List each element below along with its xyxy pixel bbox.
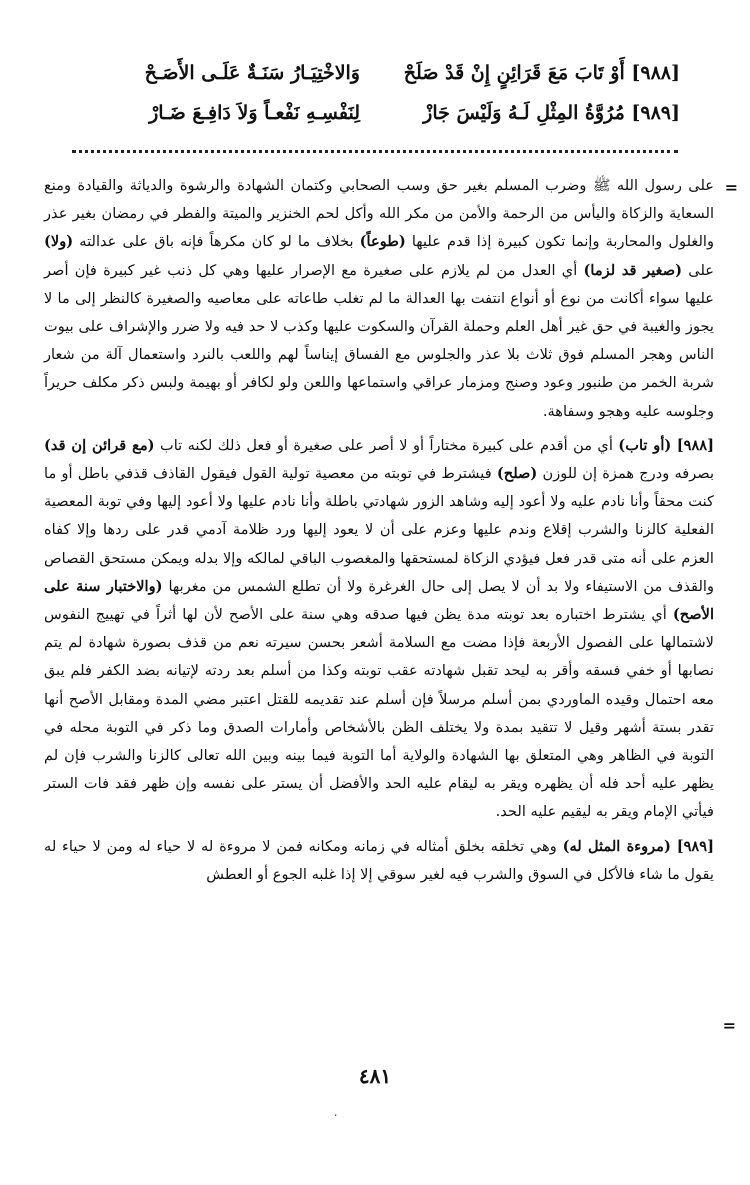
quoted-term: (طوعاً) bbox=[359, 233, 406, 251]
quoted-term: (صلح) bbox=[496, 465, 538, 483]
verse-number: [٩٨٨] bbox=[676, 436, 715, 454]
quoted-term: (مروءة المثل له) bbox=[562, 837, 671, 855]
commentary-text-run: أي العدل من لم يلازم على صغيرة مع الإصرار عليها وهي كل ذنب غير كبيرة فإن أصر عليها سواء أكانت من نوع أو أنواع انتفت بها العدالة ما لم تغلب طاعاته على معاصيه والصغيرة كالنظر إلى ما لا يجوز والغيبة في حق غير أهل العلم وحملة القرآن والسكوت عليها وكذب لا حد فيه ولا ضرر والإشراف على بيوت الناس وهجر المسلم فوق ثلاث بلا عذر والجلوس مع الفساق إيناساً لهم واللعب بالنرد واستعمال آلة من شعار شربة الخمر من طنبور وعود وصنج ومزمار عراقي واستماعها واللعن ولو لكافر أو بهيمة ولبس ذكر مكلف حريراً وجلوسه عليه وهجو وسفاهة. bbox=[44, 261, 714, 420]
commentary-paragraph bbox=[44, 172, 714, 426]
verse-second-hemistich: لِنَفْسِـهِ نَفْعـاً وَلاَ دَافِـعَ ضَـارْ bbox=[149, 102, 360, 124]
commentary-text bbox=[44, 172, 714, 889]
verse-line bbox=[70, 102, 680, 142]
commentary-text-run: أي من أقدم على كبيرة مختاراً أو لا أصر على صغيرة أو فعل ذلك لكنه تاب bbox=[159, 436, 613, 454]
quoted-term: (ولا) bbox=[44, 233, 74, 251]
commentary-text-run: فيشترط في توبته من معصية تولية القول فيقول القاذف قذفي باطل أو ما كنت محقاً وأنا نادم عليه ولا أعود إليه وشاهد الزور شهادتي باطلة وأنا نادم عليها ولا أعود إليها وفي توبة المعصية الفعلية كالزنا والشرب إقلاع وندم عليها وعزم على أن لا يعود إليها ورد ظلامة آدمي قدر على ردها وإلا كفاه العزم على أنه متى قدر فعل فيؤدي الزكاة لمستحقها والمغصوب الباقي لمالكه وإلا بدله ويمكن مستحق القصاص والقذف من الاستيفاء ولا بد أن لا يصل إلى حال الغرغرة ولا أن تطلع الشمس من مغربها bbox=[44, 465, 714, 595]
print-speck: ٠ bbox=[333, 1110, 339, 1121]
quoted-term: (صغير قد لزما) bbox=[583, 261, 683, 279]
verse-first-hemistich: [٩٨٨] أَوْ تَابَ مَعَ قَرَائِنٍ إِنْ قَدْ صَلَحْ bbox=[403, 62, 680, 84]
quoted-term: (مع قرائن إن قد) bbox=[44, 436, 155, 454]
quoted-term: (والاختبار سنة على الأصح) bbox=[44, 577, 715, 624]
verse-number: [٩٨٩] bbox=[676, 837, 715, 855]
commentary-text-run: على رسول الله ﷺ وضرب المسلم بغير حق وسب الصحابي وكتمان الشهادة والرشوة والدياثة والقيادة ومنع السعاية والزكاة واليأس من الرحمة والأمن من مكر الله وأكل لحم الخنزير والميتة والفطر في رمضان بغير عذر والغلول والمحاربة وإنما تكون كبيرة إذا قدم عليها bbox=[44, 177, 714, 251]
commentary-text-run: بخلاف ما لو كان مكرهاً فإنه باق على عدالته bbox=[79, 233, 354, 251]
verse-first-hemistich: [٩٨٩] مُرُوَّةُ المِثْلِ لَـهُ وَلَيْسَ جَازْ bbox=[423, 102, 680, 124]
verse-second-hemistich: وَالاخْتِيَـارُ سَنَـةٌ عَلَـى الأَصَـحْ bbox=[144, 62, 360, 84]
quoted-term: (أو تاب) bbox=[618, 436, 672, 454]
dotted-divider bbox=[72, 150, 678, 153]
page-number: ٤٨١ bbox=[358, 1064, 392, 1088]
commentary-paragraph bbox=[44, 432, 714, 827]
commentary-paragraph bbox=[44, 833, 714, 889]
verse-block bbox=[70, 62, 680, 142]
commentary-text-run: أي يشترط اختباره بعد توبته مدة يظن فيها صدقه وهي سنة على الأصح لأن لها أثراً في تهييج النفوس لاشتمالها على الفصول الأربعة فإذا مضت مع السلامة أشعر بحسن سيرته نعم من قذف بصورة شهادة لم يتم نصابها أو خفي فسقه وأقر به ليحد تقبل شهادته عقب توبته وكذا من أسلم بعد ردته لإتيانه بضد الكفر فلم يبق معه احتمال وقيده الماوردي بمن أسلم مرسلاً فإن أسلم عند تقديمه للقتل اعتبر مضي المدة ومقابل الأصح أنها تقدر بستة أشهر وقيل لا تتقيد بمدة ولا يختلف الظن بالأشخاص وأمارات الصدق وما ذكر في التوبة محله في التوبة في الظاهر وهي المتعلق بها الشهادة والولاية أما التوبة فيما بينه وبين الله تعالى كالزنا والشرب فإن لم يظهر عليه أحد فله أن يظهره ويقر به ليقام عليه الحد والأفضل أن يستر على نفسه وإن ظهر فقد فات الستر فيأتي الإمام ويقر به ليقيم عليه الحد. bbox=[44, 606, 714, 821]
commentary-text-run: بصرفه ودرج همزة إن للوزن bbox=[542, 465, 715, 483]
commentary-text-run: على bbox=[688, 261, 714, 279]
continuation-mark-bottom: = bbox=[722, 1016, 736, 1035]
verse-line bbox=[70, 62, 680, 102]
commentary-text-run: وهي تخلقه بخلق أمثاله في زمانه ومكانه فمن لا مروءة له لا حياء له ومن لا حياء له يقول ما شاء فالأكل في السوق والشرب فيه لغير سوقي إلا إذا غلبه الجوع أو العطش bbox=[44, 837, 714, 883]
continuation-mark-top: = bbox=[724, 178, 738, 197]
